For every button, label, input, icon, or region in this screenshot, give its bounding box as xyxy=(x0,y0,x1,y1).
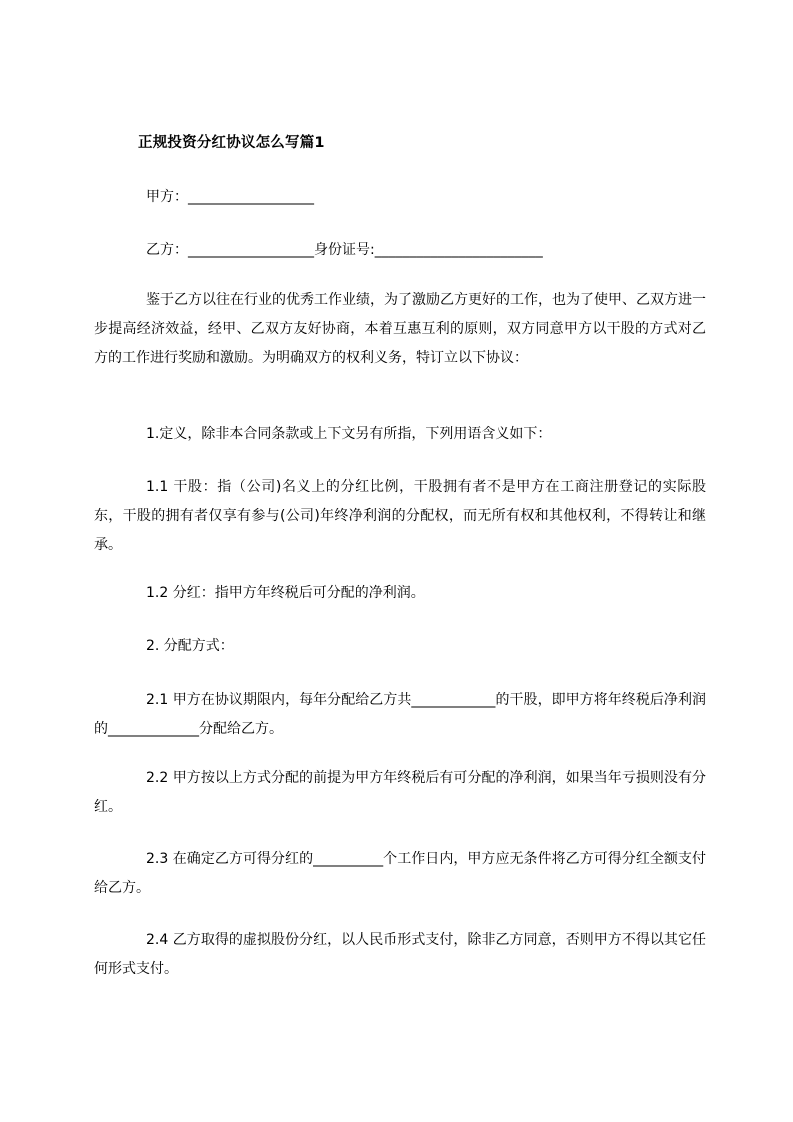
id-number-blank: ________________________ xyxy=(374,242,543,258)
clause-2-4: 2.4 乙方取得的虚拟股份分红，以人民币形式支付，除非乙方同意，否则甲方不得以其它任何形式支付。 xyxy=(94,932,706,977)
id-number-label: 身份证号: xyxy=(314,242,375,258)
clause-2-2: 2.2 甲方按以上方式分配的前提为甲方年终税后有可分配的净利润，如果当年亏损则没有分红。 xyxy=(94,770,706,815)
section-2-heading: 2. 分配方式： xyxy=(146,638,234,654)
party-a-blank: __________________ xyxy=(188,189,314,205)
section-1-heading: 1.定义，除非本合同条款或上下文另有所指，下列用语含义如下： xyxy=(146,426,552,442)
clause-1-1: 1.1 干股：指（公司)名义上的分红比例，干股拥有者不是甲方在工商注册登记的实际股东，干股的拥有者仅享有参与(公司)年终净利润的分配权，而无所有权和其他权利，不得转让和继承。 xyxy=(94,479,706,553)
party-b-label: 乙方： xyxy=(146,242,188,258)
party-b-blank: __________________ xyxy=(188,242,314,258)
document-title: 正规投资分红协议怎么写篇1 xyxy=(138,135,325,151)
clause-2-3: 2.3 在确定乙方可得分红的__________个工作日内，甲方应无条件将乙方可得分红全额支付给乙方。 xyxy=(94,851,706,896)
clause-2-1: 2.1 甲方在协议期限内，每年分配给乙方共____________的干股，即甲方将年终税后净利润的_____________分配给乙方。 xyxy=(94,692,706,737)
preamble-paragraph: 鉴于乙方以往在行业的优秀工作业绩，为了激励乙方更好的工作，也为了使甲、乙双方进一步提高经济效益，经甲、乙双方友好协商，本着互惠互利的原则，双方同意甲方以干股的方式对乙方的工作进行奖励和激励。为明确双方的权利义务，特订立以下协议： xyxy=(94,292,706,366)
party-a-label: 甲方： xyxy=(146,189,188,205)
party-b-line xyxy=(146,239,543,259)
party-a-line xyxy=(146,186,314,206)
clause-1-2: 1.2 分红：指甲方年终税后可分配的净利润。 xyxy=(146,585,425,601)
